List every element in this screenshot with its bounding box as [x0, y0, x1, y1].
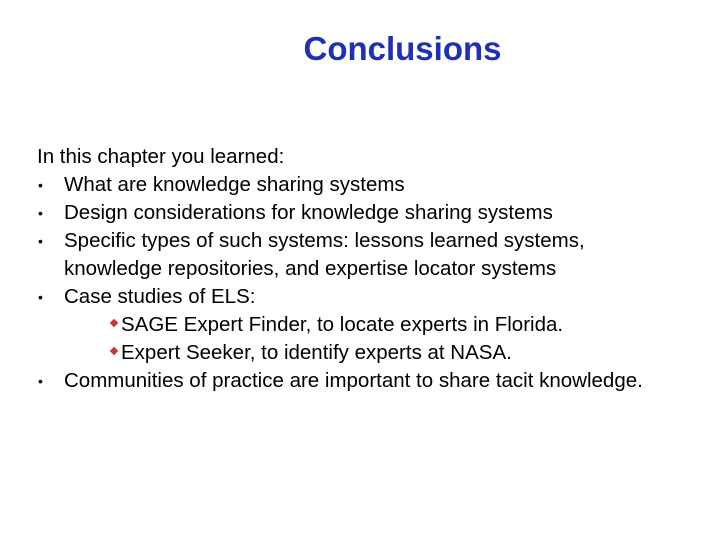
bullet-text: Design considerations for knowledge sharing systems [64, 201, 553, 224]
sub-bullet-item [37, 311, 683, 339]
bullet-icon: • [38, 373, 43, 389]
bullet-item [37, 199, 683, 227]
diamond-bullet-icon [110, 347, 118, 355]
bullet-text: Communities of practice are important to share tacit knowledge. [64, 369, 643, 392]
diamond-bullet-icon [110, 319, 118, 327]
bullet-item [37, 227, 683, 283]
bullet-icon: • [38, 177, 43, 193]
intro-text: In this chapter you learned: [37, 145, 285, 168]
bullet-text: Specific types of such systems: lessons learned systems, knowledge repositories, and expertise locator systems [64, 229, 585, 280]
slide-title: Conclusions [303, 30, 502, 67]
bullet-text: What are knowledge sharing systems [64, 173, 405, 196]
bullet-item [37, 171, 683, 199]
bullet-text: Case studies of ELS: [64, 285, 256, 308]
bullet-icon: • [38, 289, 43, 305]
sub-bullet-text: Expert Seeker, to identify experts at NASA. [121, 341, 512, 364]
bullet-icon: • [38, 233, 43, 249]
slide-body [37, 143, 683, 395]
bullet-item [37, 283, 683, 311]
bullet-item [37, 367, 683, 395]
sub-bullet-text: SAGE Expert Finder, to locate experts in Florida. [121, 313, 564, 336]
sub-bullet-item [37, 339, 683, 367]
bullet-icon: • [38, 205, 43, 221]
